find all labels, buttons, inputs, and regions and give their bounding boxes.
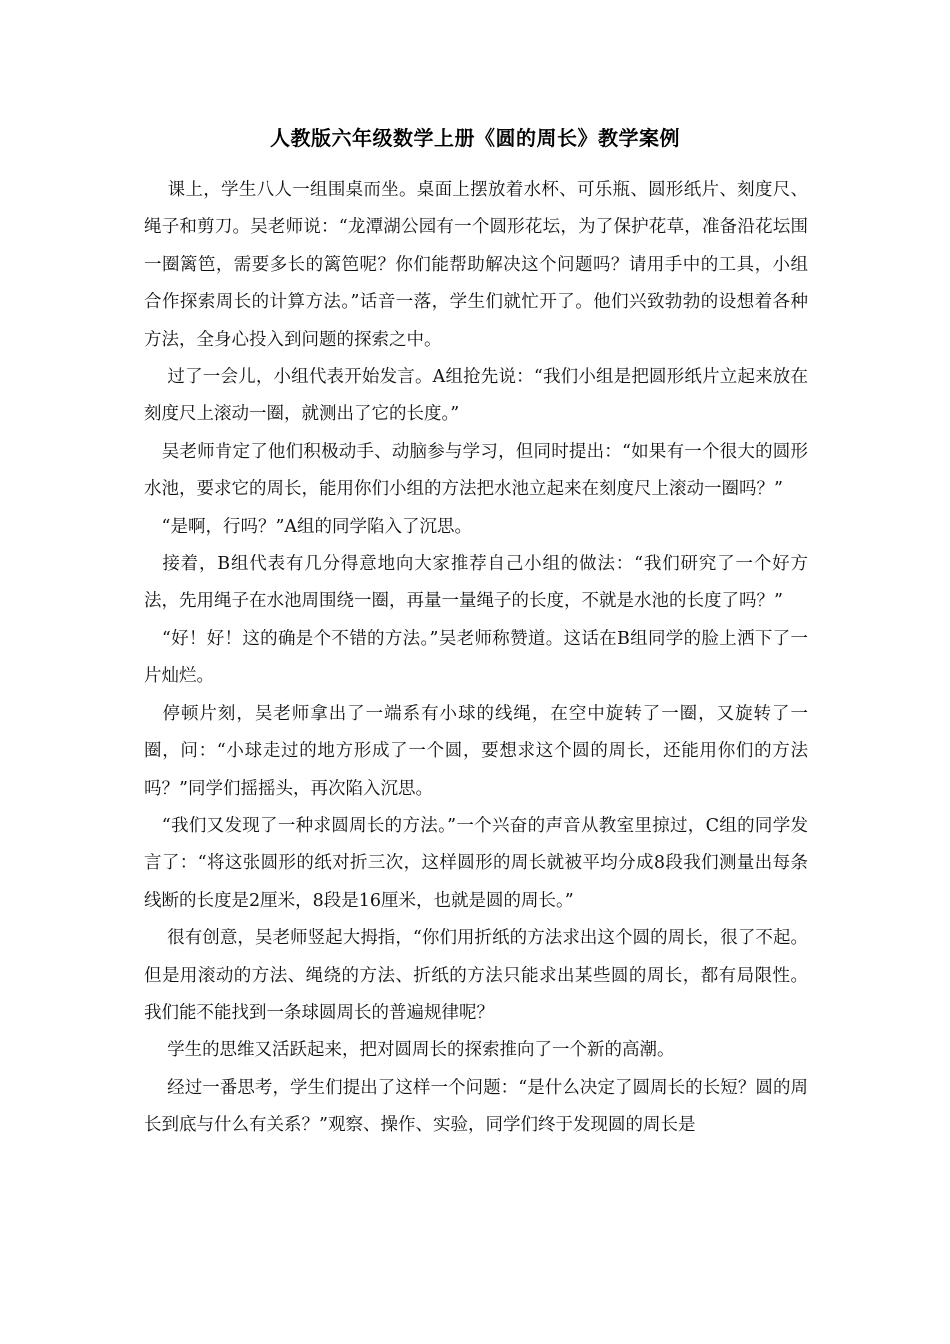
paragraph-1: 课上，学生八人一组围桌而坐。桌面上摆放着水杯、可乐瓶、圆形纸片、刻度尺、绳子和剪刀。吴老师说：“龙潭湖公园有一个圆形花坛，为了保护花草，准备沿花坛围一圈篱笆，需要多长的篱笆呢？你们能帮助解决这个问题吗？请用手中的工具，小组合作探索周长的计算方法。”话音一落，学生们就忙开了。他们兴致勃勃的设想着各种方法，全身心投入到问题的探索之中。 bbox=[144, 180, 808, 350]
paragraph-8: “我们又发现了一种求圆周长的方法。”一个兴奋的声音从教室里掠过，C组的同学发言了：“将这张圆形的纸对折三次，这样圆形的周长就被平均分成8段我们测量出每条线断的长度是2厘米，8段是16厘米，也就是圆的周长。” bbox=[144, 815, 808, 911]
paragraph-6: “好！好！这的确是个不错的方法。”吴老师称赞道。这话在B组同学的脸上洒下了一片灿烂。 bbox=[144, 628, 808, 687]
paragraph-2: 过了一会儿，小组代表开始发言。A组抢先说：“我们小组是把圆形纸片立起来放在刻度尺上滚动一圈，就测出了它的长度。” bbox=[144, 367, 808, 425]
document-body bbox=[144, 172, 808, 1145]
paragraph-3: 吴老师肯定了他们积极动手、动脑参与学习，但同时提出：“如果有一个很大的圆形水池，要求它的周长，能用你们小组的方法把水池立起来在刻度尺上滚动一圈吗？” bbox=[144, 441, 808, 500]
paragraph-7: 停顿片刻，吴老师拿出了一端系有小球的线绳，在空中旋转了一圈，又旋转了一圈，问：“小球走过的地方形成了一个圆，要想求这个圆的周长，还能用你们的方法吗？”同学们摇摇头，再次陷入沉思。 bbox=[144, 703, 808, 799]
paragraph-10: 学生的思维又活跃起来，把对圆周长的探索推向了一个新的高潮。 bbox=[144, 1040, 675, 1061]
paragraph-11: 经过一番思考，学生们提出了这样一个问题：“是什么决定了圆周长的长短？圆的周长到底与什么有关系？”观察、操作、实验，同学们终于发现圆的周长是 bbox=[144, 1077, 808, 1136]
paragraph-5: 接着，B组代表有几分得意地向大家推荐自己小组的做法：“我们研究了一个好方法，先用绳子在水池周围绕一圈，再量一量绳子的长度，不就是水池的长度了吗？” bbox=[144, 554, 808, 612]
paragraph-4: “是啊，行吗？”A组的同学陷入了沉思。 bbox=[144, 516, 473, 537]
document-title: 人教版六年级数学上册《圆的周长》教学案例 bbox=[270, 126, 680, 150]
paragraph-9: 很有创意，吴老师竖起大拇指，“你们用折纸的方法求出这个圆的周长，很了不起。但是用滚动的方法、绳绕的方法、折纸的方法只能求出某些圆的周长，都有局限性。我们能不能找到一条球圆周长的普遍规律呢？ bbox=[144, 928, 808, 1023]
